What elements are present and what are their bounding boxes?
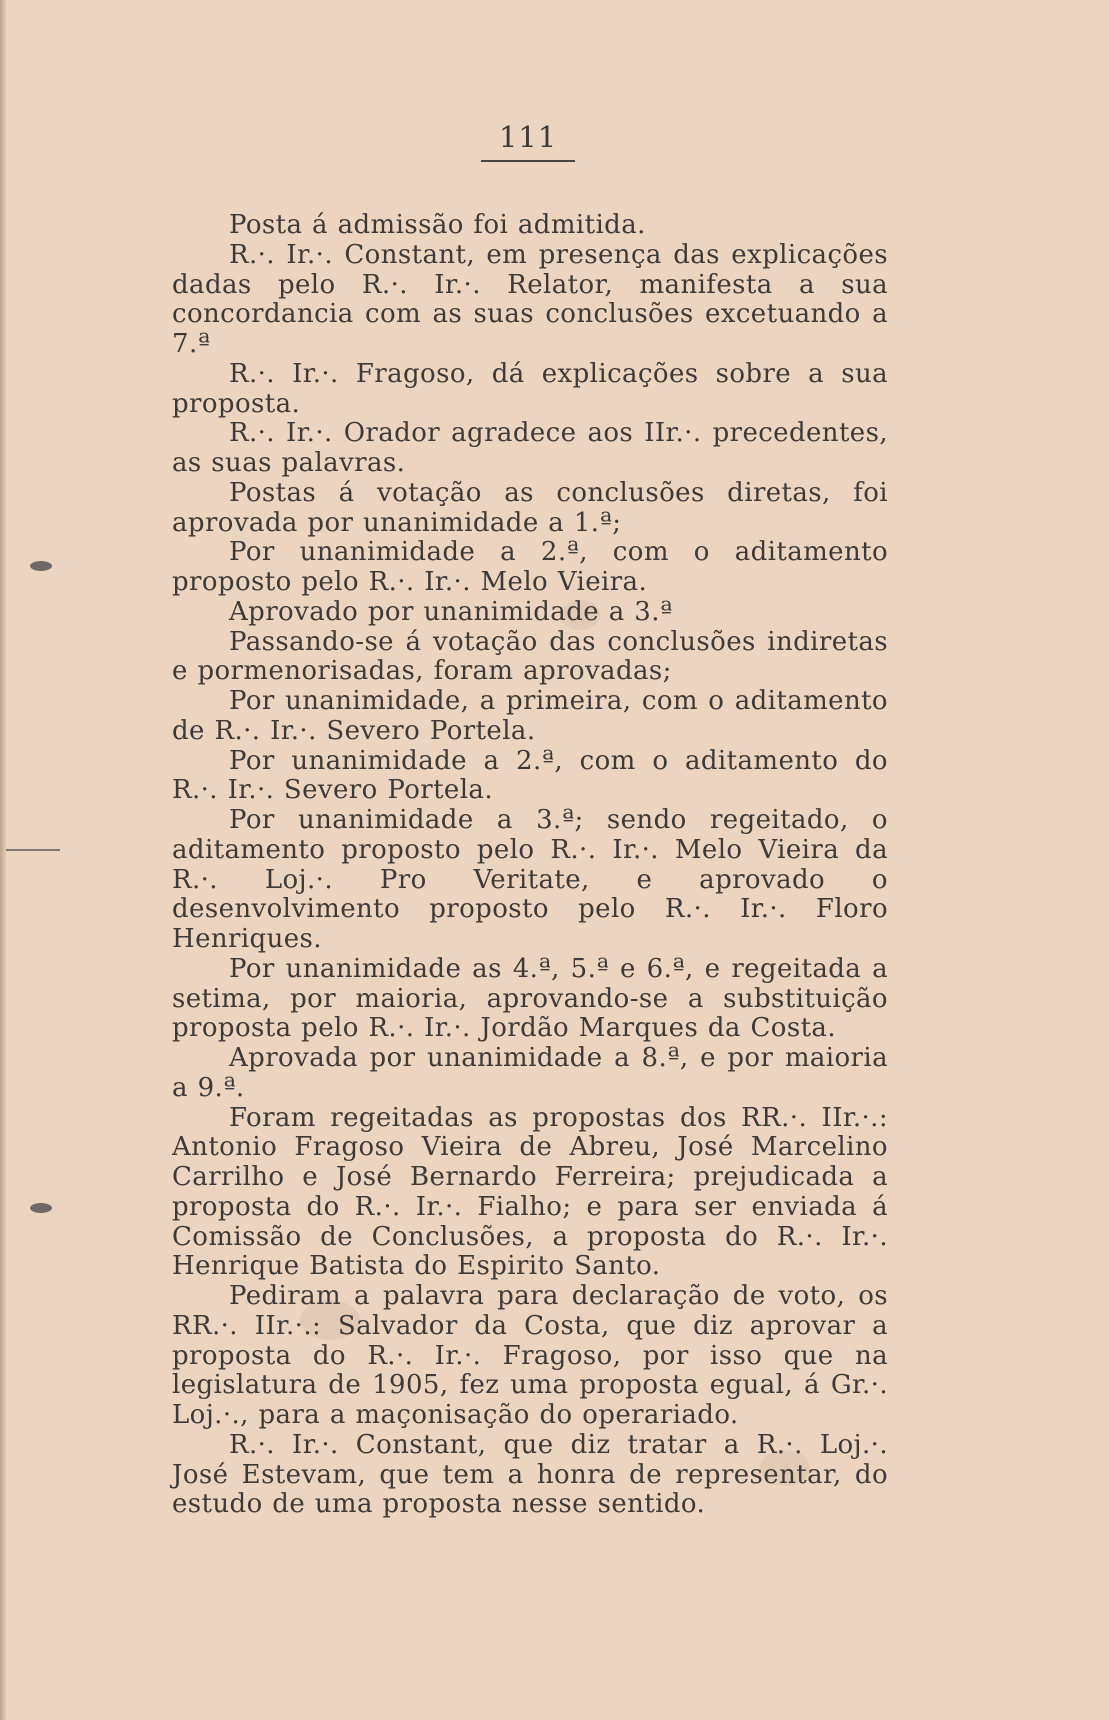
binding-hole-mark [30,1203,52,1213]
paragraph: Postas á votação as conclusões diretas, foi aprovada por unanimidade a 1.ª; [172,477,888,538]
paragraph: Aprovado por unanimidade a 3.ª [229,596,673,627]
paragraph: Por unanimidade as 4.ª, 5.ª e 6.ª, e regeitada a setima, por maioria, aprovando-se a substituição proposta pelo R.·. Ir.·. Jordão Marques da Costa. [172,953,888,1044]
page-number-rule [481,160,575,162]
paragraph: Por unanimidade, a primeira, com o aditamento de R.·. Ir.·. Severo Portela. [172,686,888,746]
paragraph: Aprovada por unanimidade a 8.ª, e por maioria a 9.ª. [172,1043,888,1103]
binding-thread-mark [6,849,60,851]
paragraph: R.·. Ir.·. Fragoso, dá explicações sobre a sua proposta. [172,358,888,419]
paragraph: Por unanimidade a 3.ª; sendo regeitado, o aditamento proposto pelo R.·. Ir.·. Melo Vieira da R.·. Loj.·. Pro Veritate, e aprovado o desenvolvimento proposto pelo R.·. Ir.·. Floro Henriques. [172,805,888,954]
page-edge [0,0,6,1720]
paragraph: R.·. Ir.·. Constant, que diz tratar a R.·. Loj.·. José Estevam, que tem a honra de representar, do estudo de uma proposta nesse sentido. [172,1429,888,1520]
paragraph: Pediram a palavra para declaração de voto, os RR.·. IIr.·.: Salvador da Costa, que diz aprovar a proposta do R.·. Ir.·. Fragoso, por isso que na legislatura de 1905, fez uma proposta egual, á Gr.·. Loj.·., para a maçonisação do operariado. [172,1281,888,1430]
binding-hole-mark [30,561,52,571]
paragraph: Por unanimidade a 2.ª, com o aditamento proposto pelo R.·. Ir.·. Melo Vieira. [172,537,888,597]
page-number: 111 [498,120,558,154]
paragraph: Foram regeitadas as propostas dos RR.·. IIr.·.: Antonio Fragoso Vieira de Abreu, José Marcelino Carrilho e José Bernardo Ferreira; prejudicada a proposta do R.·. Ir.·. Fialho; e para ser enviada á Comissão de Conclusões, a proposta do R.·. Ir.·. Henrique Batista do Espirito Santo. [172,1102,888,1282]
paragraph: R.·. Ir.·. Orador agradece aos IIr.·. precedentes, as suas palavras. [172,418,888,478]
paragraph: Passando-se á votação das conclusões indiretas e pormenorisadas, foram aprovadas; [172,626,888,687]
paragraph: Por unanimidade a 2.ª, com o aditamento do R.·. Ir.·. Severo Portela. [172,745,888,806]
paragraph: R.·. Ir.·. Constant, em presença das explicações dadas pelo R.·. Ir.·. Relator, manifesta a sua concordancia com as suas conclusões excetuando a 7.ª [172,239,888,359]
paragraph: Posta á admissão foi admitida. [229,210,646,240]
body-text [172,211,888,1520]
